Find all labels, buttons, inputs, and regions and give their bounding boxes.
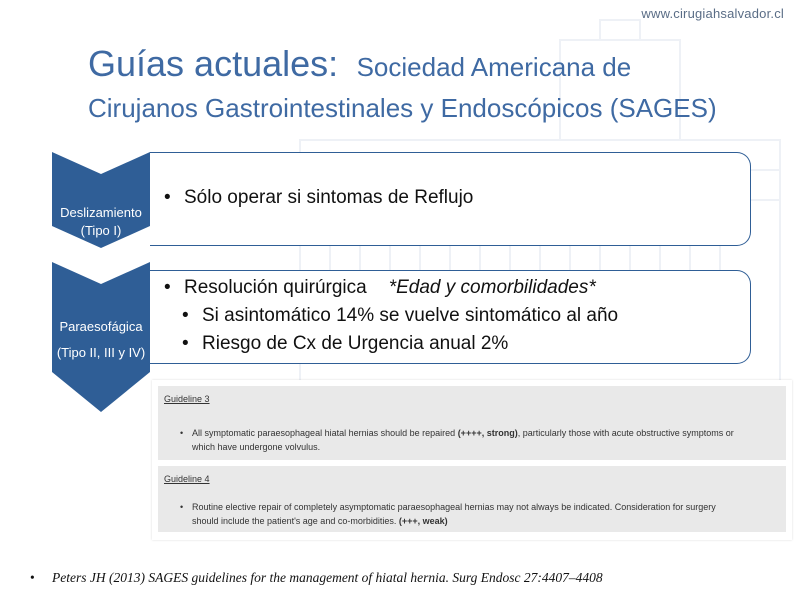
sub-bullet-item: • Riesgo de Cx de Urgencia anual 2%: [182, 333, 509, 354]
reference-citation: • Peters JH (2013) SAGES guidelines for the management of hiatal hernia. Surg Endosc 27:4407–4408: [30, 570, 603, 585]
chevron-paraesophageal: [52, 262, 150, 412]
guideline-panel: [158, 386, 786, 460]
guideline-text: • All symptomatic paraesophageal hiatal hernias should be repaired (++++, strong), particularly those with acute obstructive symptoms or which have undergone volvulus.: [180, 428, 734, 452]
chevron-type-i: [52, 152, 150, 248]
chevron-label-paraesophageal: [52, 318, 150, 362]
title-sub-line2: Cirujanos Gastrointestinales y Endoscópicos (SAGES): [88, 93, 717, 123]
content-box-paraesophageal: [150, 270, 751, 364]
guideline-title: Guideline 3: [164, 394, 210, 404]
chevron-label-type-i: [52, 204, 150, 240]
evidence-strength: (++++, strong): [457, 428, 518, 438]
guideline-text: • Routine elective repair of completely asymptomatic paraesophageal hernias may not always be indicated. Consideration for surgery should include the patient's age and co-morbidities. (+++, weak): [180, 502, 716, 526]
label-line2: (Tipo II, III y IV): [56, 345, 146, 360]
site-watermark: www.cirugiahsalvador.cl: [641, 6, 784, 21]
bullet-item: • Sólo operar si sintomas de Reflujo: [164, 187, 474, 208]
label-line2: (Tipo I): [80, 223, 122, 238]
bullet-dot-icon: •: [164, 187, 171, 208]
label-line1: Paraesofágica: [59, 319, 143, 334]
evidence-strength: (+++, weak): [398, 516, 448, 526]
bullet-dot-icon: •: [182, 333, 189, 354]
bullet-item: • Resolución quirúrgica *Edad y comorbilidades*: [164, 277, 596, 298]
label-line1: Deslizamiento: [60, 205, 142, 220]
guideline-panel: [158, 466, 786, 532]
bullet-dot-icon: •: [164, 277, 171, 298]
guidelines-excerpt: [152, 380, 792, 540]
title-main: Guías actuales:: [88, 43, 339, 84]
bullet-dot-icon: •: [30, 570, 35, 585]
content-box-type-i: [150, 152, 751, 246]
sub-bullet-item: • Si asintomático 14% se vuelve sintomático al año: [182, 305, 619, 326]
bullet-dot-icon: •: [182, 305, 189, 326]
title-sub-line1: Sociedad Americana de: [356, 52, 632, 82]
bullet-note: *Edad y comorbilidades*: [388, 277, 596, 298]
guideline-title: Guideline 4: [164, 474, 210, 484]
page-title: [88, 43, 768, 126]
